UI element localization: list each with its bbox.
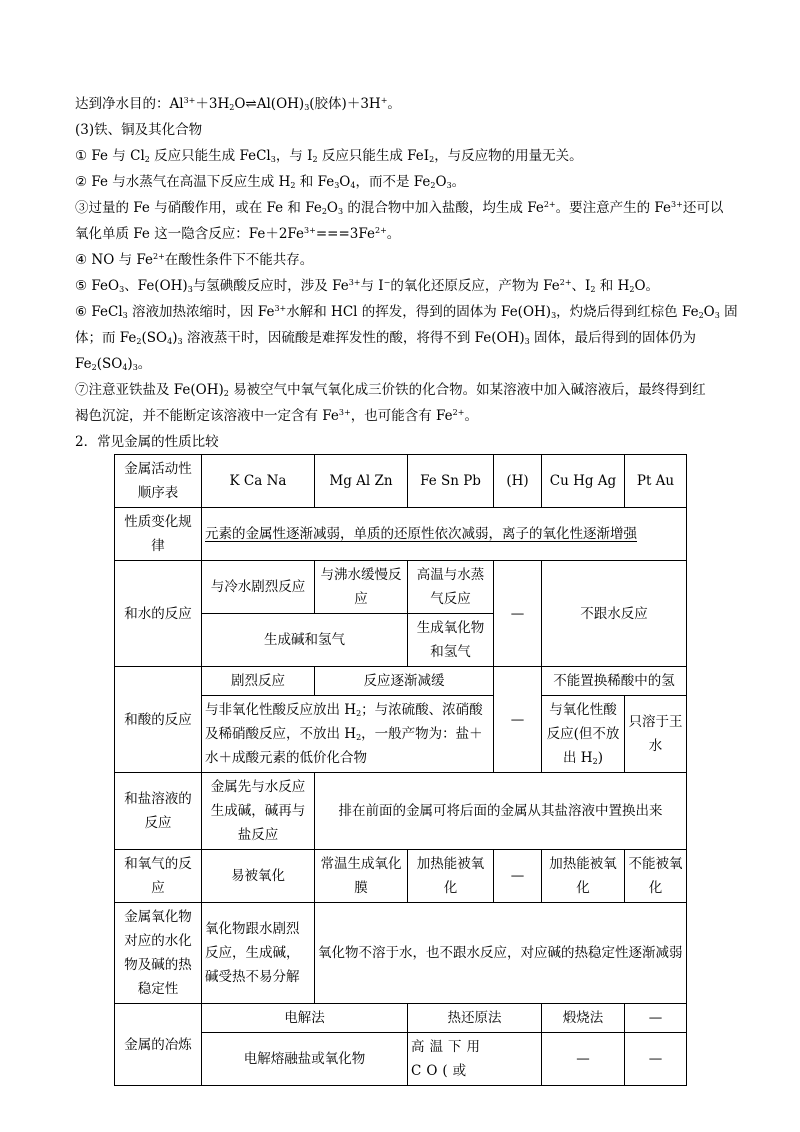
point-7: ⑦注意亚铁盐及 $Fe(OH)_2$ 易被空气中氧气氧化成三价铁的化合物。如某溶液中加入碱溶液后，最终得到红 xyxy=(75,382,706,398)
table-row xyxy=(115,455,687,508)
table-cell: 和水的反应 xyxy=(115,561,202,667)
table-cell: 金属氧化物对应的水化物及碱的热稳定性 xyxy=(115,903,202,1004)
table-cell: 加热能被氧化 xyxy=(408,850,494,903)
table-cell: 金属先与水反应生成碱，碱再与盐反应 xyxy=(202,773,315,850)
table-cell: 元素的金属性逐渐减弱，单质的还原性依次减弱，离子的氧化性逐渐增强 xyxy=(202,508,687,561)
point-5: ⑤ FeO$_3$、$Fe(OH)_3$与氢碘酸反应时，涉及 $Fe^{3+}$与 I−的氧化还原反应，产物为 $Fe^{2+}$、$I_2$ 和 $H_2O$。 xyxy=(75,278,660,294)
table-cell: — xyxy=(542,1033,625,1086)
equation-line: 达到净水目的：$Al^{3+}+3H_2O\rightleftharpoons Al(OH)_3$(胶体)＋3H+。 xyxy=(75,96,401,112)
table-row xyxy=(115,1004,687,1033)
point-3-cont: 氧化单质 Fe 这一隐含反应：$Fe+2Fe^{3+}===3Fe^{2+}$。 xyxy=(75,226,401,242)
table-cell: 金属活动性顺序表 xyxy=(115,455,202,508)
table-cell: 和盐溶液的反应 xyxy=(115,773,202,850)
table-cell: — xyxy=(625,1004,687,1033)
table-row xyxy=(115,561,687,614)
table-row xyxy=(115,903,687,1004)
table-cell: Fe Sn Pb xyxy=(408,455,494,508)
table-cell: 不能被氧化 xyxy=(625,850,687,903)
table-cell: 和酸的反应 xyxy=(115,667,202,773)
table-cell: 排在前面的金属可将后面的金属从其盐溶液中置换出来 xyxy=(315,773,687,850)
table-cell: 电解法 xyxy=(202,1004,408,1033)
table-row xyxy=(115,850,687,903)
point-1: ① Fe 与 $Cl_2$ 反应只能生成 FeCl$_3$，与 $I_2$ 反应只能生成 FeI$_2$，与反应物的用量无关。 xyxy=(75,148,583,164)
table-cell: 只溶于王水 xyxy=(625,696,687,773)
table-cell: 金属的冶炼 xyxy=(115,1004,202,1086)
table-cell: — xyxy=(494,561,542,667)
table-cell: 和氧气的反应 xyxy=(115,850,202,903)
section-heading: (3)铁、铜及其化合物 xyxy=(75,122,203,138)
table-cell: 煅烧法 xyxy=(542,1004,625,1033)
table-cell: Pt Au xyxy=(625,455,687,508)
table-cell: 与冷水剧烈反应 xyxy=(202,561,315,614)
table-cell: K Ca Na xyxy=(202,455,315,508)
table-cell: — xyxy=(494,667,542,773)
table-cell: 常温生成氧化膜 xyxy=(315,850,408,903)
point-4: ④ NO 与 $Fe^{2+}$在酸性条件下不能共存。 xyxy=(75,252,314,268)
point-3: ③过量的 Fe 与硝酸作用，或在 Fe 和 $Fe_2O_3$ 的混合物中加入盐酸，均生成 $Fe^{2+}$。要注意产生的 $Fe^{3+}$还可以 xyxy=(75,200,724,216)
table-cell: 热还原法 xyxy=(408,1004,542,1033)
table-cell: 性质变化规律 xyxy=(115,508,202,561)
table-cell: 高温与水蒸气反应 xyxy=(408,561,494,614)
table-cell: 生成氧化物和氢气 xyxy=(408,614,494,667)
point-2: ② Fe 与水蒸气在高温下反应生成 $H_2$ 和 $Fe_3O_4$，而不是 $Fe_2O_3$。 xyxy=(75,174,466,190)
table-cell: 易被氧化 xyxy=(202,850,315,903)
table-cell: 加热能被氧化 xyxy=(542,850,625,903)
point-6: ⑥ FeCl$_3$ 溶液加热浓缩时，因 $Fe^{3+}$水解和 HCl 的挥发，得到的固体为 $Fe(OH)_3$，灼烧后得到红棕色 $Fe_2O_3$ 固 xyxy=(75,304,738,320)
table-cell: 与氧化性酸反应(但不放出 $H_2$) xyxy=(542,696,625,773)
table-cell: 生成碱和氢气 xyxy=(202,614,408,667)
table-cell: 电解熔融盐或氧化物 xyxy=(202,1033,408,1086)
table-cell: 不跟水反应 xyxy=(542,561,687,667)
table-cell: 高温下用CO(或 xyxy=(408,1033,542,1086)
table-cell: — xyxy=(494,850,542,903)
table-cell: 氧化物不溶于水，也不跟水反应，对应碱的热稳定性逐渐减弱 xyxy=(315,903,687,1004)
table-row xyxy=(115,773,687,850)
table-cell: (H) xyxy=(494,455,542,508)
point-6-cont: 体；而 $Fe_2(SO_4)_3$ 溶液蒸干时，因硫酸是难挥发性的酸，将得不到 $Fe(OH)_3$ 固体，最后得到的固体仍为 xyxy=(75,330,697,346)
table-row xyxy=(115,508,687,561)
table-cell: Mg Al Zn xyxy=(315,455,408,508)
table-cell: 剧烈反应 xyxy=(202,667,315,696)
point-6-end: $Fe_2(SO_4)_3$。 xyxy=(75,356,152,372)
section-2-title: 2．常见金属的性质比较 xyxy=(75,434,219,450)
table-cell: 反应逐渐减缓 xyxy=(315,667,494,696)
table-cell: 不能置换稀酸中的氢 xyxy=(542,667,687,696)
table-row xyxy=(115,667,687,696)
metal-properties-table xyxy=(114,454,687,1086)
table-cell: 与沸水缓慢反应 xyxy=(315,561,408,614)
table-cell: — xyxy=(625,1033,687,1086)
table-cell: 与非氧化性酸反应放出 $H_2$；与浓硫酸、浓硝酸及稀硝酸反应，不放出 $H_2$，一般产物为：盐＋水＋成酸元素的低价化合物 xyxy=(202,696,494,773)
point-7-cont: 褐色沉淀，并不能断定该溶液中一定含有 $Fe^{3+}$，也可能含有 $Fe^{2+}$。 xyxy=(75,408,478,424)
table-cell: 氧化物跟水剧烈反应，生成碱，碱受热不易分解 xyxy=(202,903,315,1004)
table-cell: Cu Hg Ag xyxy=(542,455,625,508)
